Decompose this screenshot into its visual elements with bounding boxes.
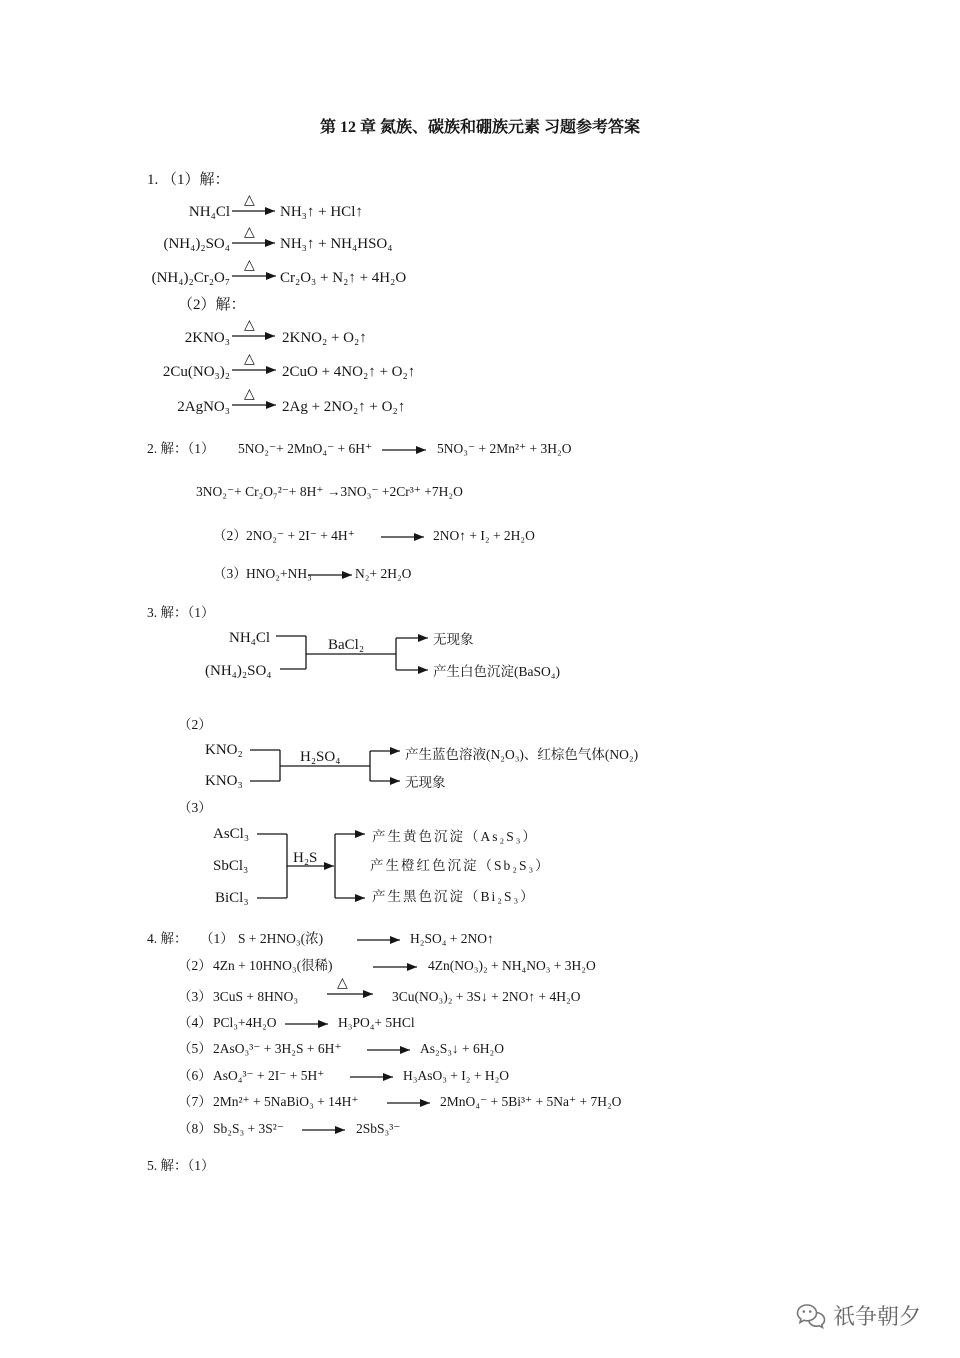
- reagent-name: (NH₄)₂SO₄: [205, 663, 272, 679]
- equation-reactants: (NH₄)₂SO₄: [163, 236, 230, 252]
- equation-number: （7）: [178, 1094, 212, 1109]
- equation-products: 5NO₃⁻ + 2Mn²⁺ + 3H₂O: [437, 441, 572, 456]
- equation-reactants: 2Mn²⁺ + 5NaBiO₃ + 14H⁺: [213, 1094, 359, 1109]
- equation-reactants: PCl₃+4H₂O: [213, 1015, 277, 1030]
- heat-symbol: △: [244, 192, 255, 208]
- equation-products: 2NO↑ + I₂ + 2H₂O: [433, 528, 535, 543]
- heat-symbol: △: [244, 257, 255, 273]
- equation-products: 2Ag + 2NO₂↑ + O₂↑: [282, 399, 406, 415]
- equation-products: Cr₂O₃ + N₂↑ + 4H₂O: [280, 270, 407, 286]
- equation-number: （2）: [213, 528, 247, 543]
- reagent-name: AsCl₃: [213, 826, 250, 842]
- test-result: 产生黄色沉淀（As₂S₃）: [372, 829, 538, 844]
- wechat-icon: [796, 1303, 826, 1329]
- equation-products: H₂SO₄ + 2NO↑: [410, 931, 494, 946]
- test-result: 产生黑色沉淀（Bi₂S₃）: [372, 889, 536, 904]
- equation-reactants: 2KNO₃: [184, 330, 230, 346]
- equation-reactants: 5NO₂⁻+ 2MnO₄⁻ + 6H⁺: [238, 441, 373, 456]
- equation-number: （5）: [178, 1041, 212, 1056]
- reagent-name: NH₄Cl: [229, 630, 271, 646]
- equation-reactants: (NH₄)₂Cr₂O₇: [151, 270, 230, 286]
- part-label: （2）: [178, 717, 212, 732]
- heat-symbol: △: [244, 317, 255, 333]
- question-3-label: 3. 解：（1）: [147, 605, 215, 620]
- question-5-label: 5. 解：（1）: [147, 1158, 215, 1173]
- equation-reactants: 4Zn + 10HNO₃(很稀): [213, 958, 333, 973]
- equation-reactants: 2AgNO₃: [177, 399, 230, 415]
- test-result: 产生白色沉淀(BaSO₄): [433, 664, 560, 679]
- equation-number: （3）: [178, 989, 212, 1004]
- question-2-label: 2. 解：（1）: [147, 441, 215, 456]
- test-reagent: H₂SO₄: [300, 749, 341, 765]
- equation-products: As₂S₃↓ + 6H₂O: [420, 1041, 504, 1056]
- equation-products: N₂+ 2H₂O: [355, 566, 412, 581]
- equation-number: （3）: [213, 566, 247, 581]
- equation-number: （8）: [178, 1121, 212, 1136]
- question-1-part-2-label: （2）解：: [178, 297, 246, 313]
- heat-symbol: △: [244, 224, 255, 240]
- reagent-name: SbCl₃: [213, 858, 249, 874]
- equation-products: NH₃↑ + NH₄HSO₄: [280, 236, 393, 252]
- equation-products: 2KNO₂ + O₂↑: [282, 330, 367, 346]
- equation-number: （4）: [178, 1015, 212, 1030]
- equation-number: （2）: [178, 958, 212, 973]
- equation-products: 2SbS₃³⁻: [356, 1121, 401, 1136]
- equation-reactants: 2Cu(NO₃)₂: [162, 364, 230, 380]
- equation-reactants: AsO₄³⁻ + 2I⁻ + 5H⁺: [213, 1068, 325, 1083]
- page-title: 第 12 章 氮族、碳族和硼族元素 习题参考答案: [320, 119, 641, 136]
- equation-products: 3Cu(NO₃)₂ + 3S↓ + 2NO↑ + 4H₂O: [392, 989, 581, 1004]
- equation-products: 2MnO₄⁻ + 5Bi³⁺ + 5Na⁺ + 7H₂O: [440, 1094, 622, 1109]
- test-result: 无现象: [405, 775, 446, 790]
- test-result: 产生蓝色溶液(N₂O₃)、红棕色气体(NO₂): [405, 747, 639, 762]
- equation-products: NH₃↑ + HCl↑: [280, 204, 363, 220]
- reagent-name: KNO₂: [205, 742, 243, 758]
- equation-number: （6）: [178, 1068, 212, 1083]
- equation-line: 3NO₂⁻+ Cr₂O₇²⁻+ 8H⁺ →3NO₃⁻ +2Cr³⁺ +7H₂O: [196, 484, 463, 499]
- test-result: 无现象: [433, 632, 474, 647]
- watermark-text: 祇争朝夕: [833, 1305, 922, 1330]
- reagent-name: KNO₃: [205, 773, 243, 789]
- test-result: 产生橙红色沉淀（Sb₂S₃）: [370, 858, 551, 873]
- equation-reactants: HNO₂+NH₃: [246, 566, 312, 581]
- equation-reactants: 2NO₂⁻ + 2I⁻ + 4H⁺: [246, 528, 355, 543]
- question-4-label: 4. 解：: [147, 931, 188, 946]
- equation-number: （1）: [200, 931, 234, 946]
- equation-products: 2CuO + 4NO₂↑ + O₂↑: [282, 364, 416, 380]
- part-label: （3）: [178, 800, 212, 815]
- question-1-label: 1. （1）解：: [147, 172, 230, 188]
- equation-reactants: S + 2HNO₃(浓): [238, 931, 324, 946]
- test-reagent: H₂S: [293, 850, 318, 866]
- equation-reactants: NH₄Cl: [188, 204, 230, 220]
- equation-products: 4Zn(NO₃)₂ + NH₄NO₃ + 3H₂O: [428, 958, 596, 973]
- heat-symbol: △: [244, 351, 255, 367]
- heat-symbol: △: [337, 975, 348, 991]
- equation-products: H₃AsO₃ + I₂ + H₂O: [403, 1068, 510, 1083]
- equation-reactants: 3CuS + 8HNO₃: [213, 989, 299, 1004]
- heat-symbol: △: [244, 386, 255, 402]
- equation-reactants: 2AsO₃³⁻ + 3H₂S + 6H⁺: [213, 1041, 342, 1056]
- test-reagent: BaCl₂: [328, 637, 365, 653]
- equation-reactants: Sb₂S₃ + 3S²⁻: [213, 1121, 284, 1136]
- equation-products: H₃PO₄+ 5HCl: [338, 1015, 415, 1030]
- reagent-name: BiCl₃: [215, 890, 249, 906]
